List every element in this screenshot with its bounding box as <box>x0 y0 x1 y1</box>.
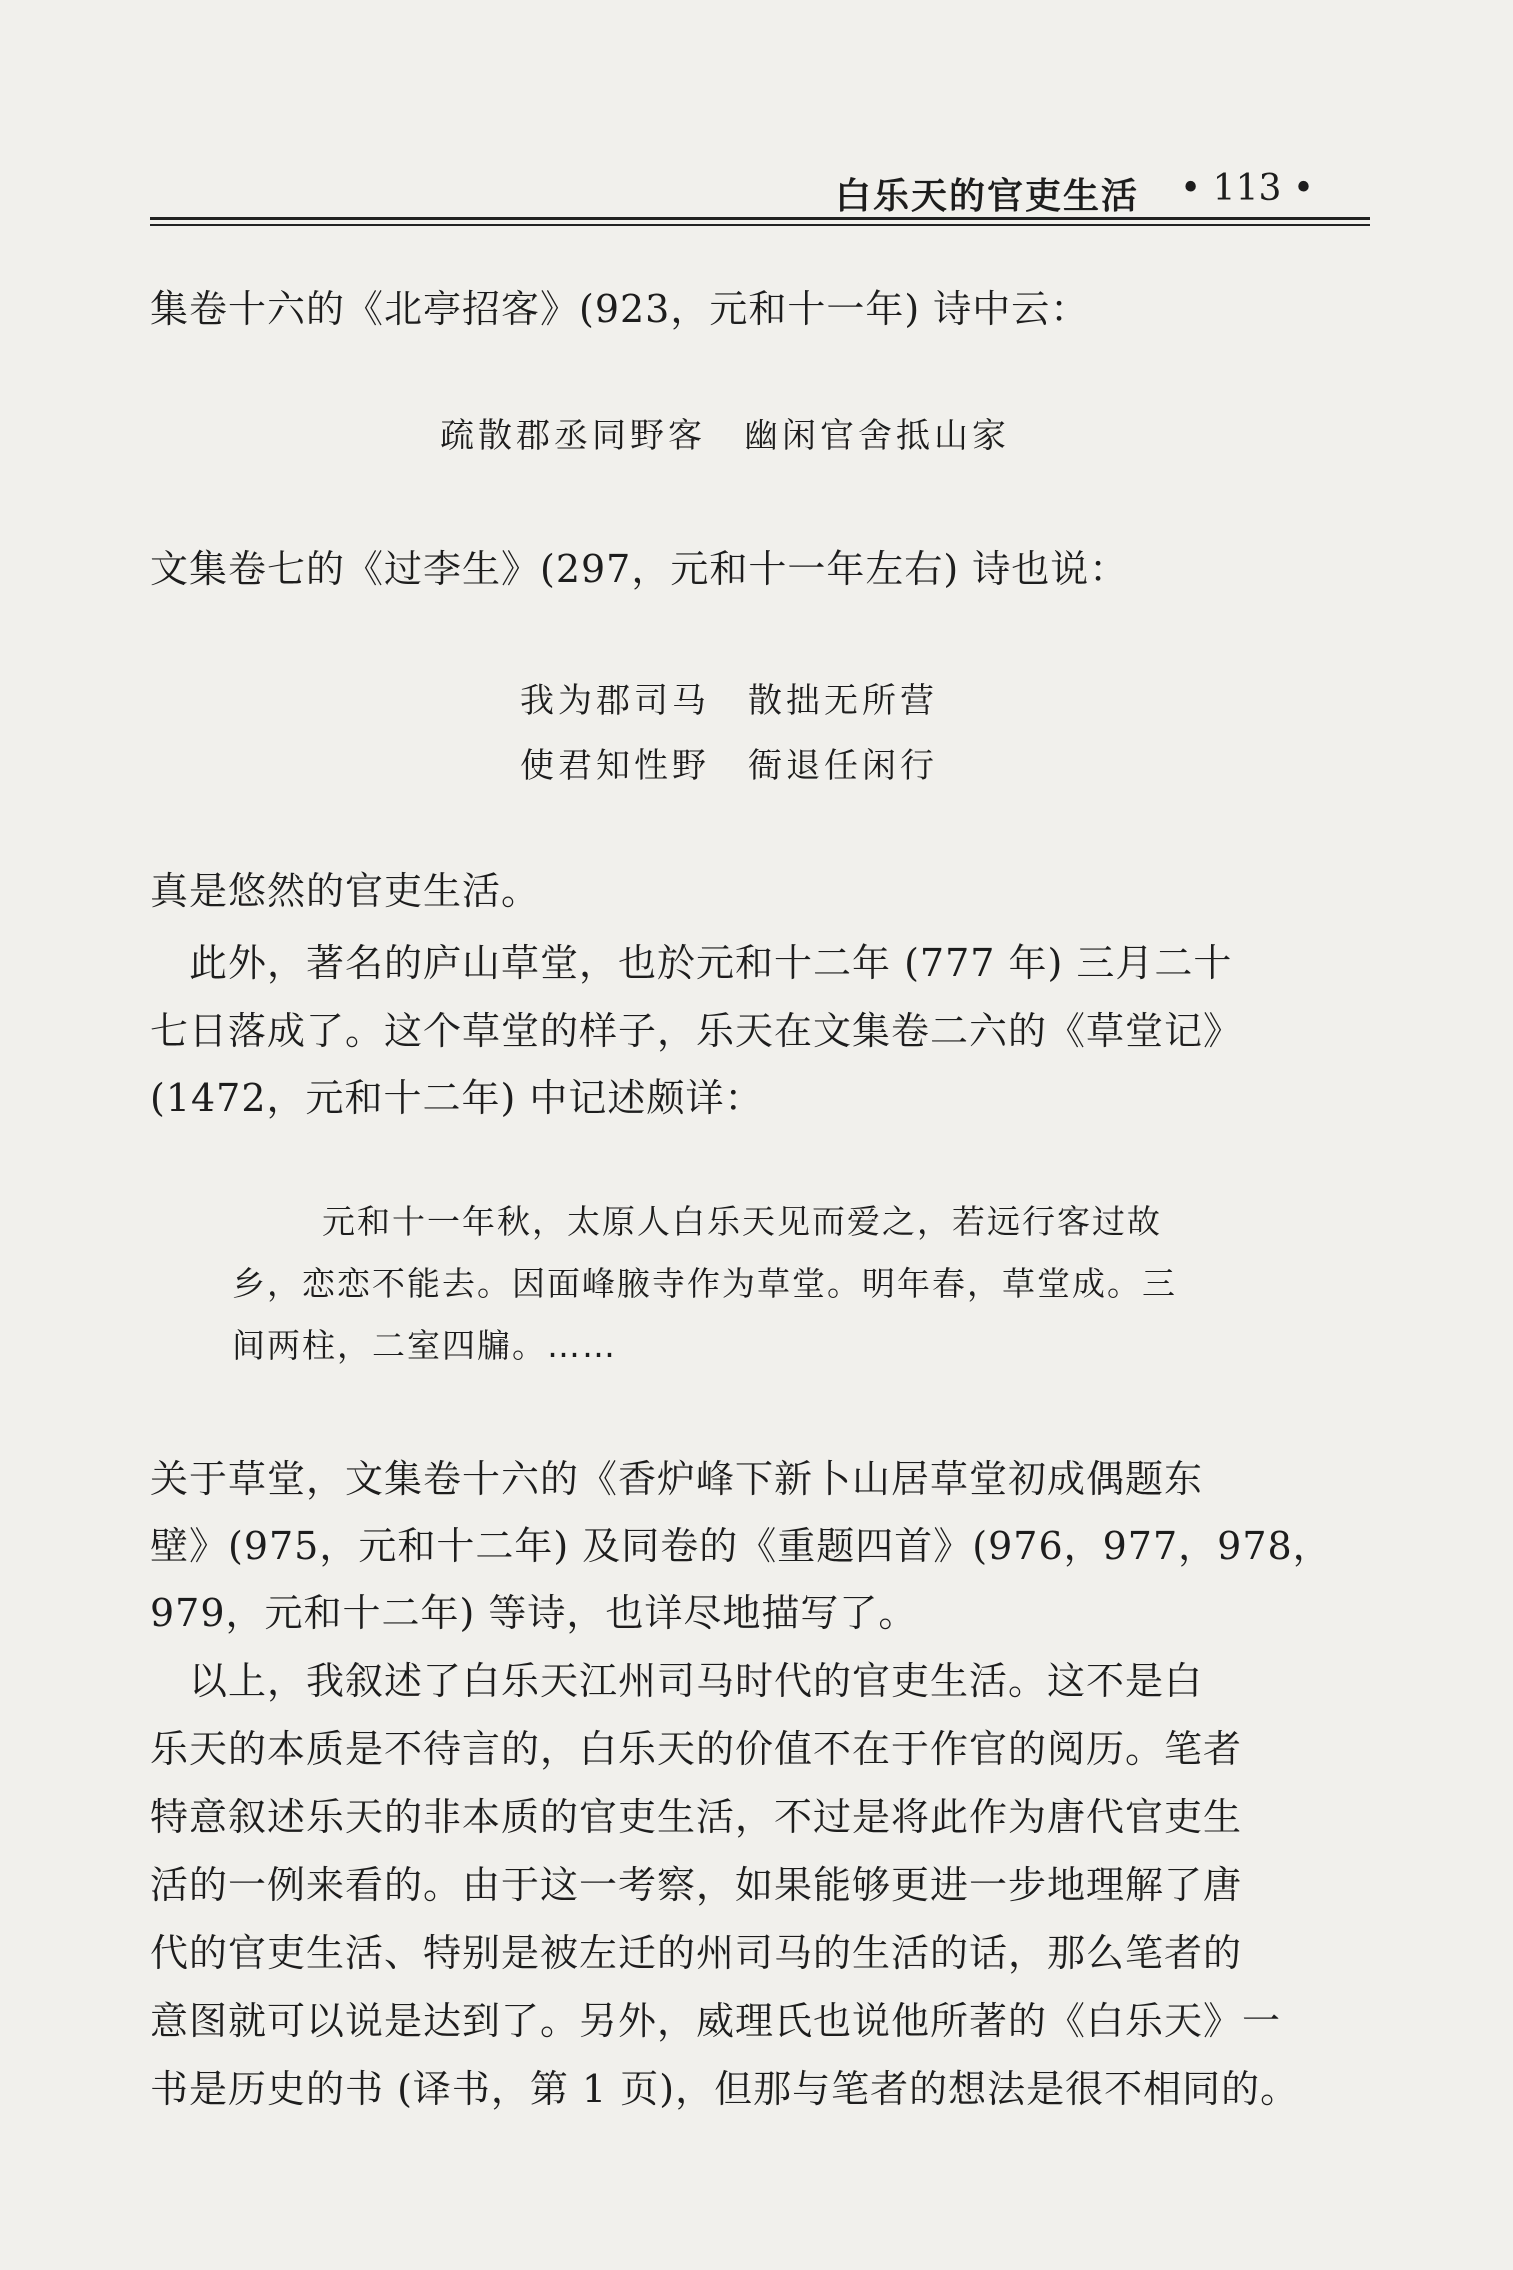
header-rule-thin <box>150 224 1370 226</box>
paragraph-line: 此外，著名的庐山草堂，也於元和十二年 (777 年) 三月二十 <box>150 941 1233 985</box>
header-rule-thick <box>150 217 1370 220</box>
paragraph-line: 壁》(975，元和十二年) 及同卷的《重题四首》(976，977，978， <box>150 1524 1332 1568</box>
paragraph-line: 活的一例来看的。由于这一考察，如果能够更进一步地理解了唐 <box>150 1863 1243 1907</box>
block-quote-line: 乡，恋恋不能去。因面峰腋寺作为草堂。明年春，草堂成。三 <box>232 1264 1177 1303</box>
paragraph-line: 意图就可以说是达到了。另外，威理氏也说他所著的《白乐天》一 <box>150 1999 1282 2043</box>
text-line: 集卷十六的《北亭招客》(923，元和十一年) 诗中云： <box>150 287 1090 331</box>
page-number: • 113 • <box>1180 168 1315 209</box>
block-quote-line: 元和十一年秋，太原人白乐天见而爱之，若远行客过故 <box>322 1202 1162 1241</box>
paragraph-line: 979，元和十二年) 等诗，也详尽地描写了。 <box>150 1591 918 1635</box>
verse-line: 我为郡司马 散拙无所营 <box>520 681 938 721</box>
paragraph-line: 乐天的本质是不待言的，白乐天的价值不在于作官的阅历。笔者 <box>150 1727 1243 1771</box>
text-line: 文集卷七的《过李生》(297，元和十一年左右) 诗也说： <box>150 547 1129 591</box>
verse-line: 使君知性野 衙退任闲行 <box>520 746 938 786</box>
paragraph-line: 书是历史的书 (译书，第 1 页)，但那与笔者的想法是很不相同的。 <box>150 2067 1300 2111</box>
paragraph-line: 以上，我叙述了白乐天江州司马时代的官吏生活。这不是白 <box>150 1659 1204 1703</box>
running-header <box>150 150 1370 220</box>
verse-line: 疏散郡丞同野客 幽闲官舍抵山家 <box>440 416 1010 456</box>
paragraph-line: 七日落成了。这个草堂的样子，乐天在文集卷二六的《草堂记》 <box>150 1009 1243 1053</box>
paragraph-line: 代的官吏生活、特别是被左迁的州司马的生活的话，那么笔者的 <box>150 1931 1243 1975</box>
paragraph-line: 特意叙述乐天的非本质的官吏生活，不过是将此作为唐代官吏生 <box>150 1795 1243 1839</box>
block-quote-line: 间两柱，二室四牖。…… <box>232 1326 617 1365</box>
text-line: 真是悠然的官吏生活。 <box>150 869 541 913</box>
paragraph-line: 关于草堂，文集卷十六的《香炉峰下新卜山居草堂初成偶题东 <box>150 1457 1204 1501</box>
header-title: 白乐天的官吏生活 <box>835 176 1140 217</box>
paragraph-line: (1472，元和十二年) 中记述颇详： <box>150 1076 764 1120</box>
